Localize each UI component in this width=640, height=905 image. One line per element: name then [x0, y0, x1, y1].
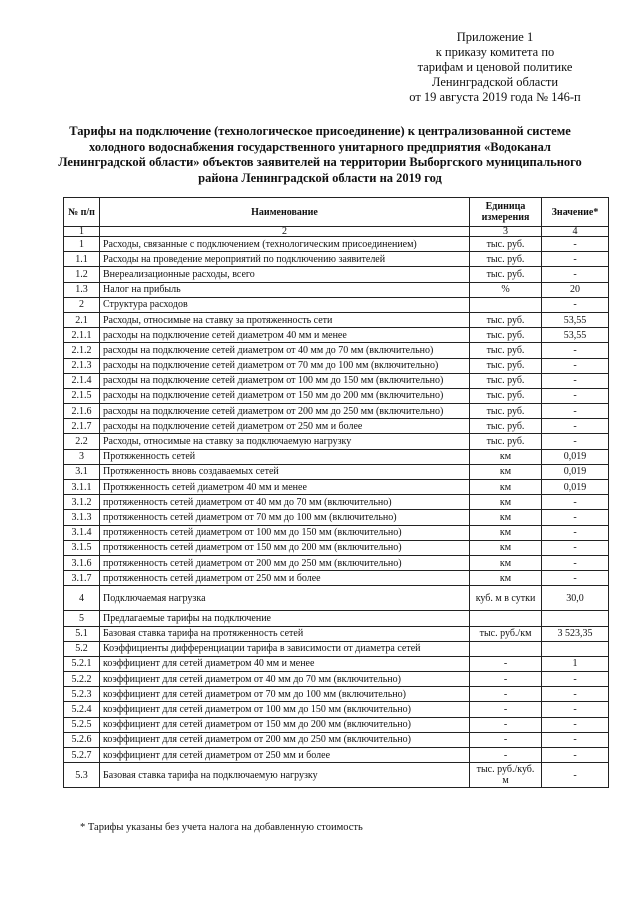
document-title: [40, 124, 600, 186]
row-unit: км: [470, 525, 542, 540]
row-name: протяженность сетей диаметром от 40 мм до 70 мм (включительно): [100, 495, 470, 510]
row-unit: тыс. руб.: [470, 434, 542, 449]
row-unit: куб. м в сутки: [470, 586, 542, 611]
title-line: Ленинградской области» объектов заявителей на территории Выборгского муниципального: [58, 155, 582, 169]
appendix-line: к приказу комитета по: [435, 45, 555, 59]
row-value: 30,0: [542, 586, 609, 611]
row-unit: -: [470, 687, 542, 702]
row-name: коэффициент для сетей диаметром от 150 мм до 200 мм (включительно): [100, 717, 470, 732]
table-row: [64, 388, 609, 403]
table-row: [64, 419, 609, 434]
row-name: протяженность сетей диаметром от 150 мм до 200 мм (включительно): [100, 540, 470, 555]
appendix-block: [380, 30, 610, 105]
row-value: 53,55: [542, 328, 609, 343]
column-number: 2: [100, 227, 470, 237]
table-row: [64, 702, 609, 717]
table-row: [64, 525, 609, 540]
row-number: 3.1.6: [64, 555, 100, 570]
row-value: -: [542, 252, 609, 267]
table-row: [64, 732, 609, 747]
row-unit: км: [470, 464, 542, 479]
row-unit: тыс. руб.: [470, 358, 542, 373]
row-number: 2.1.7: [64, 419, 100, 434]
row-unit: тыс. руб.: [470, 404, 542, 419]
title-line: холодного водоснабжения государственного унитарного предприятия «Водоканал: [89, 139, 551, 154]
row-number: 5.2.4: [64, 702, 100, 717]
column-number-row: [64, 227, 609, 237]
row-name: расходы на подключение сетей диаметром от 40 мм до 70 мм (включительно): [100, 343, 470, 358]
row-value: -: [542, 404, 609, 419]
table-row: [64, 464, 609, 479]
row-name: протяженность сетей диаметром от 250 мм и более: [100, 571, 470, 586]
row-unit: км: [470, 555, 542, 570]
table-row: [64, 282, 609, 297]
row-name: коэффициент для сетей диаметром от 100 мм до 150 мм (включительно): [100, 702, 470, 717]
row-number: 1.1: [64, 252, 100, 267]
row-value: [542, 611, 609, 626]
row-name: протяженность сетей диаметром от 70 мм до 100 мм (включительно): [100, 510, 470, 525]
row-number: 5: [64, 611, 100, 626]
row-unit: тыс. руб.: [470, 419, 542, 434]
row-unit: км: [470, 495, 542, 510]
table-row: [64, 672, 609, 687]
table-row: [64, 373, 609, 388]
row-name: Предлагаемые тарифы на подключение: [100, 611, 470, 626]
column-number: 3: [470, 227, 542, 237]
row-name: коэффициент для сетей диаметром 40 мм и менее: [100, 656, 470, 671]
table-row: [64, 555, 609, 570]
column-number: 1: [64, 227, 100, 237]
row-value: -: [542, 510, 609, 525]
table-row: [64, 495, 609, 510]
row-name: Протяженность вновь создаваемых сетей: [100, 464, 470, 479]
row-number: 5.2.7: [64, 748, 100, 763]
appendix-line: Приложение 1: [456, 30, 534, 44]
table-row: [64, 571, 609, 586]
row-name: коэффициент для сетей диаметром от 200 мм до 250 мм (включительно): [100, 732, 470, 747]
row-unit: -: [470, 717, 542, 732]
table-row: [64, 656, 609, 671]
table-row: [64, 586, 609, 611]
row-unit: %: [470, 282, 542, 297]
row-number: 3.1.7: [64, 571, 100, 586]
table-row: [64, 748, 609, 763]
row-value: -: [542, 237, 609, 252]
row-number: 2.1: [64, 312, 100, 327]
row-unit: тыс. руб./куб. м: [470, 763, 542, 788]
table-row: [64, 312, 609, 327]
row-number: 3.1.5: [64, 540, 100, 555]
tariff-table: [63, 197, 609, 788]
row-name: Расходы, относимые на ставку за подключаемую нагрузку: [100, 434, 470, 449]
row-value: -: [542, 672, 609, 687]
row-value: -: [542, 525, 609, 540]
table-row: [64, 252, 609, 267]
table-row: [64, 297, 609, 312]
row-name: расходы на подключение сетей диаметром 40 мм и менее: [100, 328, 470, 343]
row-name: Расходы, связанные с подключением (технологическим присоединением): [100, 237, 470, 252]
row-unit: -: [470, 672, 542, 687]
footnote: * Тарифы указаны без учета налога на добавленную стоимость: [80, 822, 363, 833]
row-number: 4: [64, 586, 100, 611]
row-number: 5.2.2: [64, 672, 100, 687]
row-name: Структура расходов: [100, 297, 470, 312]
header-value: Значение*: [542, 198, 609, 227]
row-value: 0,019: [542, 449, 609, 464]
row-unit: -: [470, 732, 542, 747]
row-number: 1.3: [64, 282, 100, 297]
row-name: Внереализационные расходы, всего: [100, 267, 470, 282]
row-value: -: [542, 540, 609, 555]
row-value: -: [542, 555, 609, 570]
table-row: [64, 328, 609, 343]
header-name: Наименование: [100, 198, 470, 227]
table-row: [64, 267, 609, 282]
row-unit: км: [470, 540, 542, 555]
row-unit: км: [470, 480, 542, 495]
row-name: Налог на прибыль: [100, 282, 470, 297]
row-name: Протяженность сетей диаметром 40 мм и менее: [100, 480, 470, 495]
row-number: 3.1.2: [64, 495, 100, 510]
row-unit: тыс. руб.: [470, 343, 542, 358]
row-name: Расходы на проведение мероприятий по подключению заявителей: [100, 252, 470, 267]
row-unit: км: [470, 571, 542, 586]
table-row: [64, 480, 609, 495]
table-row: [64, 611, 609, 626]
row-number: 5.3: [64, 763, 100, 788]
row-value: -: [542, 717, 609, 732]
row-value: -: [542, 343, 609, 358]
row-value: -: [542, 571, 609, 586]
table-row: [64, 510, 609, 525]
row-unit: тыс. руб.: [470, 312, 542, 327]
row-name: расходы на подключение сетей диаметром от 150 мм до 200 мм (включительно): [100, 388, 470, 403]
row-name: расходы на подключение сетей диаметром от 250 мм и более: [100, 419, 470, 434]
row-number: 2.1.3: [64, 358, 100, 373]
row-number: 2.2: [64, 434, 100, 449]
table-row: [64, 434, 609, 449]
row-unit: тыс. руб.: [470, 388, 542, 403]
row-value: -: [542, 388, 609, 403]
row-unit: тыс. руб.: [470, 252, 542, 267]
row-unit: [470, 297, 542, 312]
row-unit: тыс. руб.: [470, 373, 542, 388]
row-number: 2.1.4: [64, 373, 100, 388]
row-number: 5.1: [64, 626, 100, 641]
row-value: -: [542, 358, 609, 373]
title-line: Тарифы на подключение (технологическое присоединение) к централизованной системе: [69, 124, 571, 138]
row-value: -: [542, 419, 609, 434]
row-value: 20: [542, 282, 609, 297]
row-name: Расходы, относимые на ставку за протяженность сети: [100, 312, 470, 327]
row-unit: [470, 611, 542, 626]
row-unit: км: [470, 510, 542, 525]
row-number: 5.2.6: [64, 732, 100, 747]
row-number: 3.1.1: [64, 480, 100, 495]
row-unit: км: [470, 449, 542, 464]
table-row: [64, 717, 609, 732]
row-value: -: [542, 687, 609, 702]
table-row: [64, 687, 609, 702]
table-row: [64, 237, 609, 252]
row-unit: тыс. руб.: [470, 328, 542, 343]
table-row: [64, 449, 609, 464]
row-value: -: [542, 267, 609, 282]
row-value: -: [542, 495, 609, 510]
row-number: 1.2: [64, 267, 100, 282]
row-number: 2: [64, 297, 100, 312]
row-number: 5.2.5: [64, 717, 100, 732]
row-number: 3.1: [64, 464, 100, 479]
row-number: 5.2.3: [64, 687, 100, 702]
row-value: [542, 641, 609, 656]
table-row: [64, 641, 609, 656]
table-row: [64, 540, 609, 555]
row-name: Протяженность сетей: [100, 449, 470, 464]
row-value: 0,019: [542, 480, 609, 495]
table-row: [64, 343, 609, 358]
title-line: района Ленинградской области на 2019 год: [198, 170, 442, 185]
row-number: 2.1.6: [64, 404, 100, 419]
row-name: Базовая ставка тарифа на подключаемую нагрузку: [100, 763, 470, 788]
table-row: [64, 358, 609, 373]
row-value: -: [542, 732, 609, 747]
row-unit: тыс. руб./км: [470, 626, 542, 641]
row-number: 5.2.1: [64, 656, 100, 671]
row-value: -: [542, 702, 609, 717]
row-number: 5.2: [64, 641, 100, 656]
row-value: -: [542, 763, 609, 788]
row-unit: -: [470, 702, 542, 717]
row-value: 3 523,35: [542, 626, 609, 641]
table-row: [64, 404, 609, 419]
row-number: 2.1.2: [64, 343, 100, 358]
row-value: -: [542, 297, 609, 312]
row-number: 3.1.3: [64, 510, 100, 525]
row-unit: -: [470, 748, 542, 763]
table-header-row: [64, 198, 609, 227]
row-name: расходы на подключение сетей диаметром от 70 мм до 100 мм (включительно): [100, 358, 470, 373]
appendix-line: тарифам и ценовой политике: [417, 60, 573, 74]
row-value: 1: [542, 656, 609, 671]
row-name: расходы на подключение сетей диаметром от 100 мм до 150 мм (включительно): [100, 373, 470, 388]
row-unit: тыс. руб.: [470, 267, 542, 282]
row-name: Подключаемая нагрузка: [100, 586, 470, 611]
table-body: [64, 237, 609, 788]
table-row: [64, 626, 609, 641]
row-name: коэффициент для сетей диаметром от 70 мм до 100 мм (включительно): [100, 687, 470, 702]
row-value: 0,019: [542, 464, 609, 479]
column-number: 4: [542, 227, 609, 237]
row-name: расходы на подключение сетей диаметром от 200 мм до 250 мм (включительно): [100, 404, 470, 419]
row-unit: -: [470, 656, 542, 671]
row-name: коэффициент для сетей диаметром от 250 мм и более: [100, 748, 470, 763]
row-number: 3.1.4: [64, 525, 100, 540]
row-value: 53,55: [542, 312, 609, 327]
row-number: 1: [64, 237, 100, 252]
row-unit: [470, 641, 542, 656]
row-value: -: [542, 748, 609, 763]
row-name: Базовая ставка тарифа на протяженность сетей: [100, 626, 470, 641]
row-value: -: [542, 373, 609, 388]
row-number: 2.1.5: [64, 388, 100, 403]
row-unit: тыс. руб.: [470, 237, 542, 252]
appendix-line: от 19 августа 2019 года № 146-п: [409, 90, 581, 104]
table-row: [64, 763, 609, 788]
row-value: -: [542, 434, 609, 449]
row-name: коэффициент для сетей диаметром от 40 мм до 70 мм (включительно): [100, 672, 470, 687]
appendix-line: Ленинградской области: [431, 75, 559, 89]
header-num: № п/п: [64, 198, 100, 227]
header-unit: Единица измерения: [470, 198, 542, 227]
row-name: протяженность сетей диаметром от 200 мм до 250 мм (включительно): [100, 555, 470, 570]
row-number: 3: [64, 449, 100, 464]
row-name: Коэффициенты дифференциации тарифа в зависимости от диаметра сетей: [100, 641, 470, 656]
row-name: протяженность сетей диаметром от 100 мм до 150 мм (включительно): [100, 525, 470, 540]
row-number: 2.1.1: [64, 328, 100, 343]
